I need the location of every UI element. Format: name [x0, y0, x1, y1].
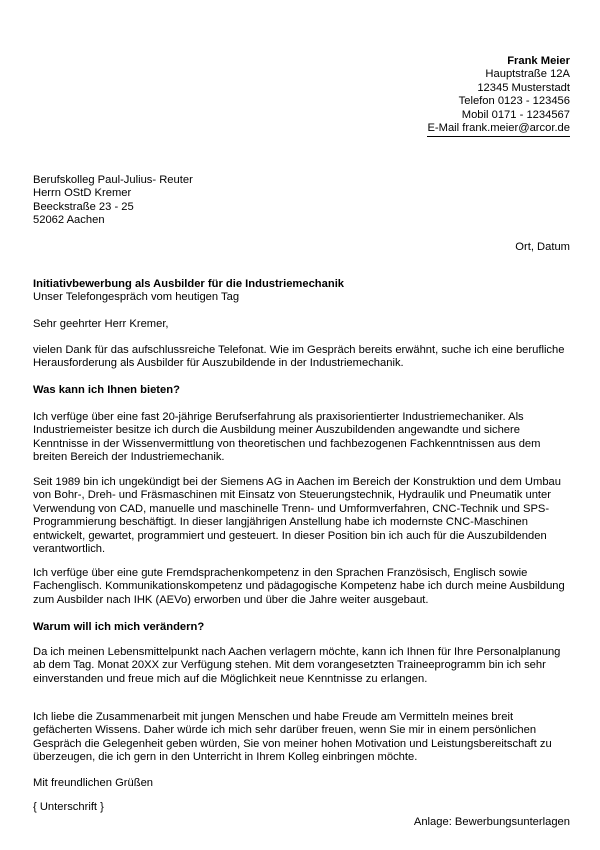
offer-paragraph-3: Ich verfüge über eine gute Fremdsprachenkompetenz in den Sprachen Französisch, Englisch sowie Fachenglisch. Kommunikationskompetenz und pädagogische Kompetenz habe ich durch meine Ausbildung zum Ausbilder nach IHK (AEVo) erworben und über die Jahre weiter ausgebaut. [33, 567, 565, 606]
sender-street: Hauptstraße 12A [485, 68, 570, 81]
sender-mobile: Mobil 0171 - 1234567 [461, 108, 570, 121]
sender-phone: Telefon 0123 - 123456 [458, 95, 570, 108]
attachment-note: Anlage: Bewerbungsunterlagen [413, 816, 570, 828]
offer-paragraph-1: Ich verfüge über eine fast 20-jährige Berufserfahrung als praxisorientierter Industriemechaniker. Als Industriemeister besitze ich durch die Ausbildung meiner Auszubildenden angewandte und sichere Kenntnisse in der Wissenvermittlung von theoretischen und fachbezogenen Fachkenntnissen aus dem breiten Bereich der Industriemechanik. [33, 411, 541, 464]
closing: Mit freundlichen Grüßen [33, 777, 154, 789]
sender-address-block [270, 55, 570, 137]
intro-paragraph: vielen Dank für das aufschlussreiche Telefonat. Wie im Gespräch bereits erwähnt, suche ich eine berufliche Herausforderung als Ausbilder für Auszubildende in der Industriemechanik. [33, 344, 565, 370]
signature-placeholder: { Unterschrift } [33, 801, 104, 813]
change-paragraph-2: Ich liebe die Zusammenarbeit mit jungen Menschen und habe Freude am Vermitteln meines breit gefächerten Wissens. Daher würde ich mich sehr darüber freuen, wenn Sie mir in einem persönlichen Gespräch die Gelegenheit geben würden, Sie von meiner hohen Motivation und Leistungsbereitschaft zu überzeugen, die ich gern in den Unterricht in Ihrem Kolleg einbringen möchte. [33, 711, 552, 764]
section-heading-change: Warum will ich mich verändern? [33, 621, 205, 633]
recipient-line-1: Berufskolleg Paul-Julius- Reuter [33, 174, 193, 186]
change-paragraph-1: Da ich meinen Lebensmittelpunkt nach Aachen verlagern möchte, kann ich Ihnen für Ihre Personalplanung ab dem Tag. Monat 20XX zur Verfügung stehen. Mit dem vorangesetzten Traineeprogramm bin ich sehr einverstanden und freue mich auf die Möglichkeit neue Kenntnisse zu erlangen. [33, 646, 561, 685]
sender-name: Frank Meier [507, 55, 570, 67]
subject-block [33, 278, 573, 305]
place-date: Ort, Datum [515, 241, 570, 253]
sender-city: 12345 Musterstadt [477, 81, 570, 94]
recipient-line-2: Herrn OStD Kremer [33, 187, 132, 200]
subject-title: Initiativbewerbung als Ausbilder für die Industriemechanik [33, 278, 345, 290]
recipient-line-4: 52062 Aachen [33, 214, 105, 227]
offer-paragraph-2: Seit 1989 bin ich ungekündigt bei der Siemens AG in Aachen im Bereich der Konstruktion und dem Umbau von Bohr-, Dreh- und Fräsmaschinen mit Einsatz von Steuerungstechnik, Hydraulik und Pneumatik unter Verwendung von CAD, manuelle und maschinelle Trenn- und Umformverfahren, CNC-Technik und SPS-Programmierung beschäftigt. In dieser langjährigen Anstellung habe ich modernste CNC-Maschinen entwickelt, gewartet, programmiert und gesteuert. In dieser Position bin ich auch für die Auszubildenden verantwortlich. [33, 476, 561, 556]
sender-email: E-Mail frank.meier@arcor.de [427, 122, 570, 137]
recipient-address-block [33, 174, 433, 228]
recipient-line-3: Beeckstraße 23 - 25 [33, 200, 134, 213]
subject-reference: Unser Telefongespräch vom heutigen Tag [33, 291, 240, 304]
section-heading-offer: Was kann ich Ihnen bieten? [33, 384, 180, 396]
salutation: Sehr geehrter Herr Kremer, [33, 318, 169, 330]
